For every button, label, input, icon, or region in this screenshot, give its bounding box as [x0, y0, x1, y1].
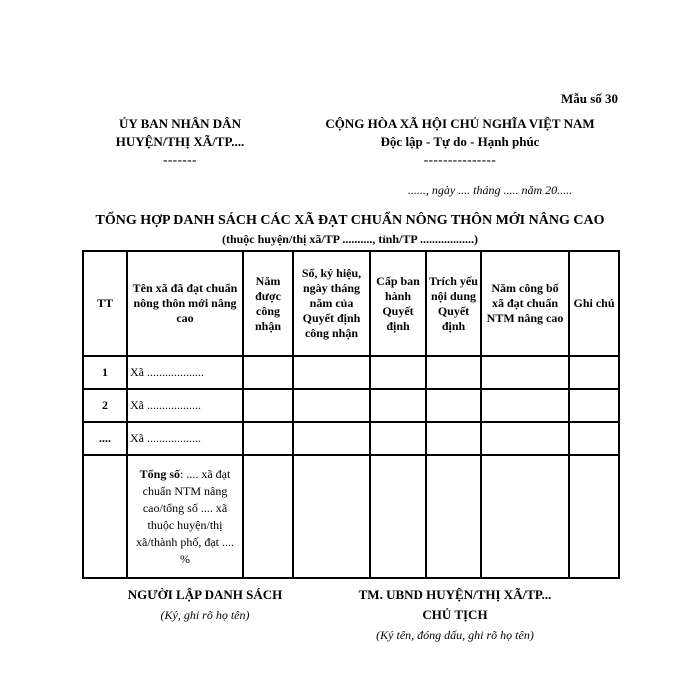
- table-cell: [426, 422, 481, 455]
- national-title: CỘNG HÒA XÃ HỘI CHỦ NGHĨA VIỆT NAM: [325, 116, 595, 131]
- table-cell: [481, 422, 569, 455]
- col-header-notes: Ghi chú: [569, 251, 619, 356]
- table-cell: [370, 455, 426, 578]
- table-cell: [293, 356, 370, 389]
- table-cell: [243, 422, 293, 455]
- national-divider: ---------------: [423, 152, 497, 167]
- col-header-issuing-level: Cấp ban hành Quyết định: [370, 251, 426, 356]
- row-index: ....: [83, 422, 127, 455]
- row-commune-name: Xã ..................: [127, 422, 243, 455]
- col-header-decision-number: Số, ký hiệu, ngày tháng năm của Quyết định công nhận: [293, 251, 370, 356]
- table-cell: [293, 455, 370, 578]
- preparer-note: (Ký, ghi rõ họ tên): [160, 608, 250, 622]
- row-index: 1: [83, 356, 127, 389]
- date-line: ......, ngày .... tháng ..... năm 20.....: [407, 183, 573, 197]
- table-cell: [426, 455, 481, 578]
- total-text: : .... xã đạt chuẩn NTM nâng cao/tổng số .... xã thuộc huyện/thị xã/thành phố, đạt .... %: [136, 466, 234, 566]
- table-cell: [426, 389, 481, 422]
- table-total-row: [83, 455, 619, 578]
- preparer-title: NGƯỜI LẬP DANH SÁCH: [127, 587, 283, 602]
- table-cell: [293, 422, 370, 455]
- form-number: Mẫu số 30: [560, 91, 618, 106]
- table-cell: [370, 389, 426, 422]
- row-index: 2: [83, 389, 127, 422]
- col-header-tt: TT: [83, 251, 127, 356]
- chairman-org: TM. UBND HUYỆN/THỊ XÃ/TP...: [358, 587, 552, 602]
- table-cell: [481, 455, 569, 578]
- chairman-note: (Ký tên, đóng dấu, ghi rõ họ tên): [376, 628, 534, 642]
- table-cell: [370, 356, 426, 389]
- table-cell: [370, 422, 426, 455]
- table-cell: [481, 356, 569, 389]
- row-commune-name: Xã ..................: [127, 389, 243, 422]
- preparer-signature-block: [100, 585, 310, 625]
- table-cell: [569, 389, 619, 422]
- table-cell: [243, 356, 293, 389]
- col-header-announcement-year: Năm công bố xã đạt chuẩn NTM nâng cao: [481, 251, 569, 356]
- authority-line2: HUYỆN/THỊ XÃ/TP....: [115, 134, 245, 149]
- summary-table: [82, 250, 620, 579]
- total-label: Tổng số: [139, 466, 181, 481]
- table-row: [83, 356, 619, 389]
- table-header-row: [83, 251, 619, 356]
- table-cell: [481, 389, 569, 422]
- chairman-title: CHỦ TỊCH: [422, 607, 488, 622]
- document-subtitle: (thuộc huyện/thị xã/TP .........., tỉnh/TP ..................): [221, 232, 479, 246]
- chairman-signature-block: [320, 585, 590, 645]
- authority-divider: -------: [163, 152, 197, 167]
- table-cell: [83, 455, 127, 578]
- table-row: [83, 389, 619, 422]
- table-cell: [426, 356, 481, 389]
- national-header: [270, 115, 650, 169]
- total-summary: [127, 455, 243, 578]
- col-header-commune-name: Tên xã đã đạt chuẩn nông thôn mới nâng cao: [127, 251, 243, 356]
- col-header-decision-summary: Trích yếu nội dung Quyết định: [426, 251, 481, 356]
- table-cell: [569, 455, 619, 578]
- table-cell: [569, 422, 619, 455]
- table-cell: [569, 356, 619, 389]
- row-commune-name: Xã ...................: [127, 356, 243, 389]
- authority-line1: ỦY BAN NHÂN DÂN: [119, 116, 241, 131]
- document-title: TỔNG HỢP DANH SÁCH CÁC XÃ ĐẠT CHUẨN NÔNG THÔN MỚI NÂNG CAO: [95, 213, 605, 228]
- table-cell: [243, 389, 293, 422]
- table-row: [83, 422, 619, 455]
- issuing-authority: [80, 115, 280, 169]
- table-cell: [243, 455, 293, 578]
- national-motto: Độc lập - Tự do - Hạnh phúc: [380, 134, 540, 149]
- col-header-year-recognized: Năm được công nhận: [243, 251, 293, 356]
- table-cell: [293, 389, 370, 422]
